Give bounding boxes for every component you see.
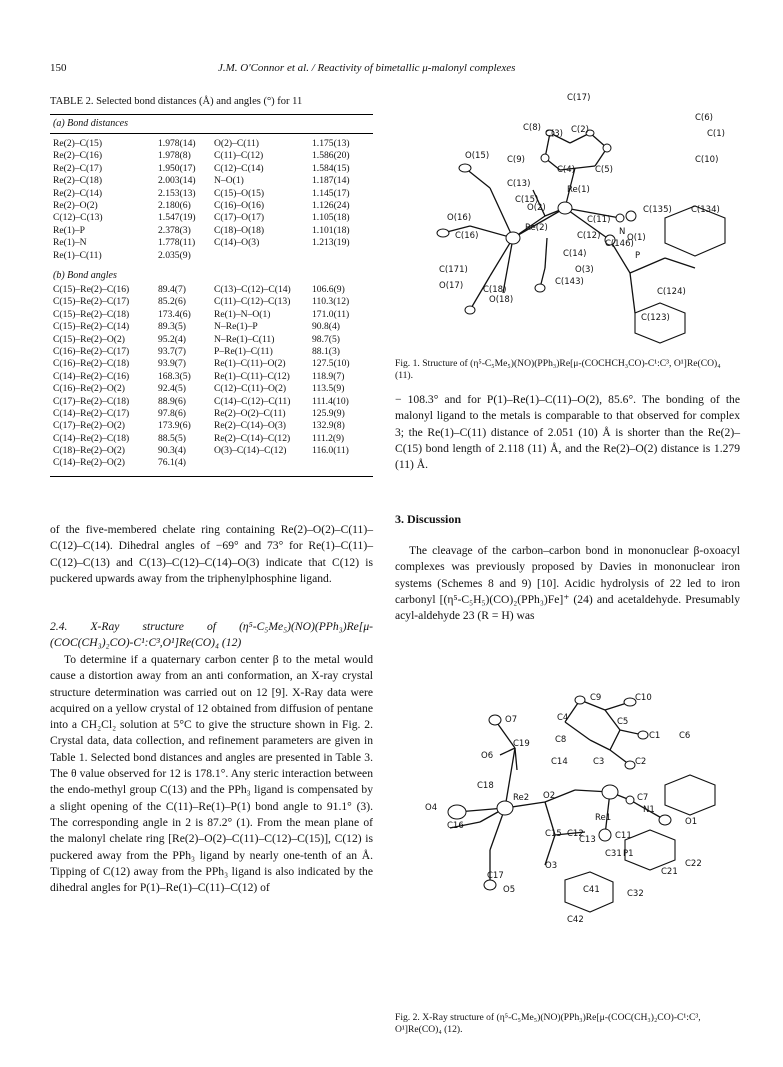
atom-label: O(1) <box>627 233 646 243</box>
bond-name: C(18)–O(18) <box>214 224 265 236</box>
atom-label: C(9) <box>507 155 525 165</box>
distances-col2-values <box>312 138 350 250</box>
angle-name: C(14)–Re(2)–C(18) <box>53 432 130 444</box>
bond-value: 1.778(11) <box>158 237 196 249</box>
angle-name: C(15)–Re(2)–O(2) <box>53 333 125 345</box>
atom-label: C3 <box>593 757 605 767</box>
angle-value: 88.9(6) <box>158 395 186 407</box>
bond-value: 1.187(14) <box>312 175 350 187</box>
bond-name: O(2)–C(11) <box>214 138 259 149</box>
bond-value: 1.101(18) <box>312 224 350 236</box>
atom-label: C5 <box>617 717 629 727</box>
atom-label: O4 <box>425 803 438 813</box>
angle-value: 132.9(8) <box>312 420 345 432</box>
atom-label: C17 <box>487 871 504 881</box>
atom-label: C(2) <box>571 125 589 135</box>
section-heading-3: 3. Discussion <box>395 512 462 526</box>
angle-value: 89.4(7) <box>158 284 186 295</box>
atom-label: Re1 <box>595 813 612 823</box>
bond-name: Re(2)–C(14) <box>53 187 103 199</box>
bond-value: 2.378(3) <box>158 224 191 236</box>
atom-label: C(12) <box>577 231 601 241</box>
atom-label: C19 <box>513 739 530 749</box>
atom-label: C(16) <box>455 231 479 241</box>
atom-label: C18 <box>477 781 494 791</box>
angle-name: C(15)–Re(2)–C(16) <box>53 284 130 295</box>
bond-name: Re(1)–C(11) <box>53 249 102 261</box>
atom-label: O(2) <box>527 203 546 213</box>
figure-2-caption: Fig. 2. X-Ray structure of (η⁵-C₅Me₅)(NO)(PPh₃)Re[μ-(COC(CH₃)₂CO)-C¹:C³, O¹]Re(CO)₄ (12). <box>395 1012 701 1036</box>
section-heading-2-4: 2.4. X-Ray structure of (η⁵-C₅Me₅)(NO)(PPh₃)Re[μ-(COC(CH₃)₂CO)-C¹:C³,O¹]Re(CO)₄ (12) <box>50 620 373 650</box>
distances-col1-names <box>53 138 103 262</box>
angle-name: C(18)–Re(2)–O(2) <box>53 445 125 457</box>
angle-name: C(11)–C(12)–C(13) <box>214 296 291 308</box>
bond-name: Re(2)–C(18) <box>53 175 103 187</box>
atom-label: O7 <box>505 715 518 725</box>
atom-label: O2 <box>543 791 556 801</box>
atom-label: P <box>635 251 641 261</box>
atom-label: Re2 <box>513 793 530 803</box>
angle-value: 93.9(7) <box>158 358 186 370</box>
left-paragraph-1: of the five-membered chelate ring containing Re(2)–O(2)–C(11)–C(12)–C(14). Dihedral angles of −69° and 73° for Re(1)–C(11)–C(12)–C(13) and C(13)–C(12)–C(14)–O(3) indicate that C(12) is puckered upwards away from the triphenylphosphine ligand. <box>50 523 373 585</box>
bond-name: C(15)–O(15) <box>214 187 265 199</box>
angle-value: 113.5(9) <box>312 383 345 395</box>
bond-value: 1.978(14) <box>158 138 196 149</box>
bond-value: 1.145(17) <box>312 187 350 199</box>
bond-value: 1.175(13) <box>312 138 350 149</box>
atom-label: C(146) <box>605 239 634 249</box>
angle-value: 125.9(9) <box>312 407 345 419</box>
bond-name: C(12)–C(14) <box>214 162 264 174</box>
angle-name: C(13)–C(12)–C(14) <box>214 284 291 295</box>
atom-label: C(8) <box>523 123 541 133</box>
angle-value: 88.1(3) <box>312 345 340 357</box>
atom-label: C11 <box>615 831 632 841</box>
atom-label: C(3) <box>545 129 563 139</box>
atom-label: C(4) <box>557 165 575 175</box>
atom-label: O(15) <box>465 151 490 161</box>
running-title: J.M. O'Connor et al. / Reactivity of bimetallic μ-malonyl complexes <box>218 62 516 74</box>
atom-label: C(11) <box>587 215 611 225</box>
atom-label: C9 <box>590 693 602 703</box>
atom-label: C(14) <box>563 249 587 259</box>
figure-2-labels <box>395 660 740 1005</box>
atom-label: O(17) <box>439 281 464 291</box>
atom-label: C(123) <box>641 313 670 323</box>
atom-label: O5 <box>503 885 516 895</box>
angle-name: C(16)–Re(2)–O(2) <box>53 383 125 395</box>
atom-label: C1 <box>649 731 661 741</box>
table-section-b: (b) Bond angles <box>53 270 117 281</box>
right-paragraph-continuation: − 108.3° and for P(1)–Re(1)–C(11)–O(2), 85.6°. The bonding of the malonyl ligand to the metals is comparable to that observed for complex 3; the Re(1)–C(11) distance of 2.051 (10) Å is shorter than the Re(2)–C(15) bond length of 2.118 (11) Å, and the Re(2)–O(2) distance is 1.279 (11) Å. <box>395 393 740 472</box>
atom-label: C31 <box>605 849 622 859</box>
bond-name: C(16)–O(16) <box>214 199 265 211</box>
angle-name: C(14)–Re(2)–C(17) <box>53 407 130 419</box>
atom-label: C2 <box>635 757 647 767</box>
atom-label: C(124) <box>657 287 686 297</box>
angle-name: Re(2)–C(14)–O(3) <box>214 420 286 432</box>
atom-label: C4 <box>557 713 569 723</box>
angle-name: P–Re(1)–C(11) <box>214 345 273 357</box>
angle-value: 90.3(4) <box>158 445 186 457</box>
atom-label: C22 <box>685 859 702 869</box>
atom-label: C12 <box>567 829 584 839</box>
atom-label: O(16) <box>447 213 472 223</box>
bond-value: 1.213(19) <box>312 237 350 249</box>
table-top-rule <box>50 114 373 115</box>
atom-label: C6 <box>679 731 691 741</box>
atom-label: O1 <box>685 817 698 827</box>
angle-value: 127.5(10) <box>312 358 350 370</box>
distances-col2-names <box>214 138 264 250</box>
atom-label: O(3) <box>575 265 594 275</box>
atom-label: C8 <box>555 735 567 745</box>
figure-1-labels <box>395 88 740 353</box>
atom-label: C(143) <box>555 277 584 287</box>
atom-label: Re(2) <box>525 223 548 233</box>
atom-label: C42 <box>567 915 584 925</box>
atom-label: C15 <box>545 829 562 839</box>
atom-label: C16 <box>447 821 464 831</box>
atom-label: C(5) <box>595 165 613 175</box>
atom-label: C14 <box>551 757 568 767</box>
left-paragraph-2: To determine if a quaternary carbon center β to the metal would cause a distortion away from an anti conformation, an X-ray crystal structure determination was carried out on 12 [9]. X-Ray data were acquired on a yellow crystal of 12 obtained from diffusion of pentane into a CH₂Cl₂ solution at 5°C to give the structure shown in Fig. 2. Crystal data, data collection, and refinement parameters are given in Table 1. Selected bond distances and angles are presented in Table 3. The θ value observed for 12 is 178.1°. Any steric interaction between the endo-methyl group C(13) and the PPh₃ ligand is compensated by a slight opening of the C(11)–Re(1)–P(1) bond angle to 91.1° (3). The corresponding angle in 2 is 87.2° (1). From the mean plane of the malonyl chelate ring [Re(2)–O(2)–C(11)–C(12)–C(15)], C(12) is puckered away from the PPh₃ ligand by nearly one-tenth of an Å. Tipping of C(12) away from the PPh₃ ligand is also indicated by the dihedral angles for P(1)–Re(1)–C(11)–C(12) of <box>50 653 373 895</box>
angle-name: Re(2)–C(14)–C(12) <box>214 432 291 444</box>
angle-value: 118.9(7) <box>312 370 345 382</box>
atom-label: C(171) <box>439 265 468 275</box>
atom-label: C7 <box>637 793 649 803</box>
angle-value: 93.7(7) <box>158 345 186 357</box>
figure-1-caption: Fig. 1. Structure of (η⁵-C₅Me₅)(NO)(PPh₃)Re[μ-(COCHCH₃CO)-C¹:C³, O¹]Re(CO)₄ (11). <box>395 358 721 382</box>
angle-value: 111.4(10) <box>312 395 349 407</box>
angle-name: C(16)–Re(2)–C(18) <box>53 358 130 370</box>
atom-label: C(17) <box>567 93 591 103</box>
angle-value: 97.8(6) <box>158 407 186 419</box>
atom-label: N <box>619 227 626 237</box>
bond-value: 1.126(24) <box>312 199 350 211</box>
angle-value: 85.2(6) <box>158 296 186 308</box>
angle-value: 89.3(5) <box>158 321 186 333</box>
table-section-a: (a) Bond distances <box>53 118 128 129</box>
atom-label: C(135) <box>643 205 672 215</box>
atom-label: C21 <box>661 867 678 877</box>
angle-name: Re(1)–C(11)–C(12) <box>214 370 290 382</box>
atom-label: C(13) <box>507 179 531 189</box>
angle-name: C(15)–Re(2)–C(14) <box>53 321 130 333</box>
angle-value: 92.4(5) <box>158 383 186 395</box>
angle-value: 111.2(9) <box>312 432 345 444</box>
angle-name: C(17)–Re(2)–C(18) <box>53 395 130 407</box>
atom-label: C32 <box>627 889 644 899</box>
atom-label: N1 <box>643 805 655 815</box>
angle-name: Re(1)–C(11)–O(2) <box>214 358 286 370</box>
atom-label: C(10) <box>695 155 719 165</box>
bond-name: C(17)–O(17) <box>214 212 265 224</box>
angle-value: 98.7(5) <box>312 333 340 345</box>
page-number: 150 <box>50 62 67 74</box>
angle-value: 171.0(11) <box>312 308 350 320</box>
angle-value: 106.6(9) <box>312 284 345 295</box>
bond-name: C(11)–C(12) <box>214 150 264 162</box>
bond-name: Re(2)–C(15) <box>53 138 103 149</box>
angle-value: 88.5(5) <box>158 432 186 444</box>
angle-value: 76.1(4) <box>158 457 186 469</box>
angles-col1-names <box>53 284 129 470</box>
bond-name: N–O(1) <box>214 175 244 187</box>
bond-name: Re(1)–N <box>53 237 87 249</box>
angle-value: 90.8(4) <box>312 321 340 333</box>
angle-name: C(15)–Re(2)–C(18) <box>53 308 130 320</box>
bond-value: 1.547(19) <box>158 212 196 224</box>
atom-label: C(6) <box>695 113 713 123</box>
angle-name: Re(1)–N–O(1) <box>214 308 271 320</box>
angle-value: 173.9(6) <box>158 420 191 432</box>
bond-name: Re(2)–C(17) <box>53 162 103 174</box>
atom-label: C(15) <box>515 195 539 205</box>
bond-value: 2.153(13) <box>158 187 196 199</box>
bond-name: Re(2)–O(2) <box>53 199 98 211</box>
bond-value: 1.586(20) <box>312 150 350 162</box>
angle-name: C(15)–Re(2)–C(17) <box>53 296 130 308</box>
bond-value: 1.978(8) <box>158 150 191 162</box>
angle-name: N–Re(1)–C(11) <box>214 333 275 345</box>
angle-name: N–Re(1)–P <box>214 321 258 333</box>
distances-col1-values <box>158 138 196 262</box>
discussion-paragraph: The cleavage of the carbon–carbon bond in mononuclear β-oxoacyl complexes was previously proposed by Davies in mononuclear iron systems (Schemes 8 and 9) [10]. Acidic hydrolysis of 22 led to iron carbonyl [(η⁵-C₅H₅)(CO)₂(PPh₃)Fe]⁺ (24) and acetaldehyde. Presumably acyl-aldehyde 23 (R = H) was <box>395 544 740 623</box>
angles-col2-names <box>214 284 291 457</box>
angles-col2-values <box>312 284 350 457</box>
angle-value: 168.3(5) <box>158 370 191 382</box>
atom-label: O3 <box>545 861 558 871</box>
table-title: TABLE 2. Selected bond distances (Å) and angles (°) for 11 <box>50 96 303 107</box>
table-bottom-rule <box>50 476 373 477</box>
angle-name: C(16)–Re(2)–C(17) <box>53 345 130 357</box>
bond-value: 2.180(6) <box>158 199 191 211</box>
angles-col1-values <box>158 284 191 470</box>
atom-label: C(1) <box>707 129 725 139</box>
atom-label: Re(1) <box>567 185 590 195</box>
bond-value: 1.584(15) <box>312 162 350 174</box>
atom-label: P1 <box>623 849 634 859</box>
atom-label: C(134) <box>691 205 720 215</box>
atom-label: O(18) <box>489 295 514 305</box>
bond-name: Re(1)–P <box>53 224 85 236</box>
angle-value: 173.4(6) <box>158 308 191 320</box>
atom-label: O6 <box>481 751 494 761</box>
angle-value: 116.0(11) <box>312 445 349 457</box>
angle-name: C(14)–Re(2)–C(16) <box>53 370 130 382</box>
bond-value: 1.950(17) <box>158 162 196 174</box>
angle-name: C(14)–Re(2)–O(2) <box>53 457 125 469</box>
bond-name: C(12)–C(13) <box>53 212 103 224</box>
atom-label: C41 <box>583 885 600 895</box>
bond-value: 2.035(9) <box>158 249 191 261</box>
angle-name: Re(2)–O(2)–C(11) <box>214 407 286 419</box>
angle-name: O(3)–C(14)–C(12) <box>214 445 287 457</box>
atom-label: C(18) <box>483 285 507 295</box>
angle-value: 95.2(4) <box>158 333 186 345</box>
atom-label: C10 <box>635 693 652 703</box>
angle-value: 110.3(12) <box>312 296 350 308</box>
table-section-rule <box>50 133 373 134</box>
angle-name: C(12)–C(11)–O(2) <box>214 383 287 395</box>
bond-value: 1.105(18) <box>312 212 350 224</box>
angle-name: C(14)–C(12)–C(11) <box>214 395 291 407</box>
atom-label: C13 <box>579 835 596 845</box>
bond-name: C(14)–O(3) <box>214 237 260 249</box>
angle-name: C(17)–Re(2)–O(2) <box>53 420 125 432</box>
bond-value: 2.003(14) <box>158 175 196 187</box>
bond-name: Re(2)–C(16) <box>53 150 103 162</box>
